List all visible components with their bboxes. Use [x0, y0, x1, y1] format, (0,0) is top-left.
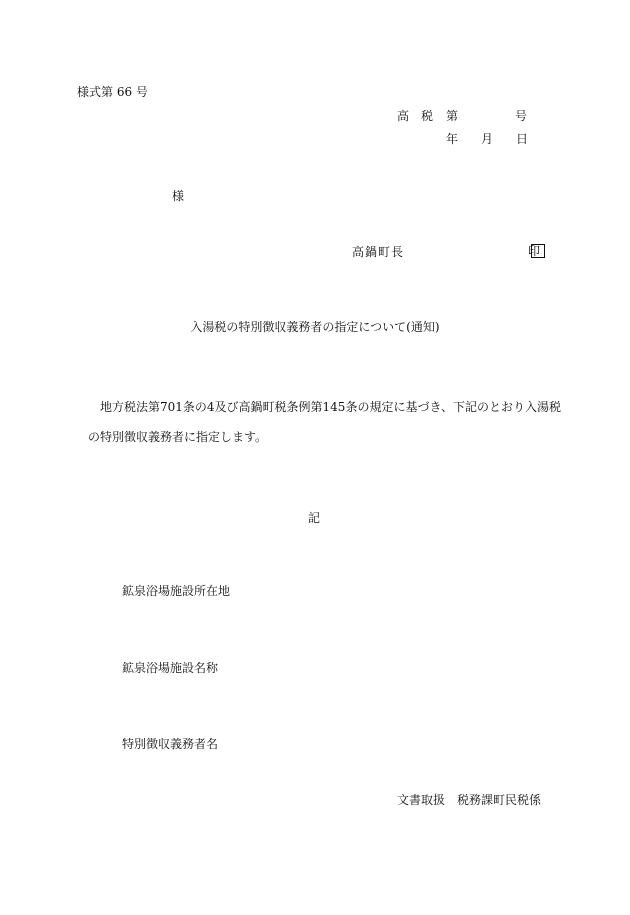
- sender-name: 高鍋町長: [352, 245, 405, 259]
- footer-handler-label: 文書取扱: [397, 793, 446, 807]
- ki-heading: 記: [308, 511, 321, 525]
- body-line-1: 地方税法第701条の4及び高鍋町税条例第145条の規定に基づき、下記のとおり入湯税: [100, 400, 561, 414]
- body-line-2: の特別徴収義務者に指定します。: [88, 430, 268, 444]
- document-title: 入湯税の特別徴収義務者の指定について(通知): [190, 320, 440, 334]
- doc-number-dai: 第: [446, 109, 459, 123]
- item-facility-name: 鉱泉浴場施設名称: [122, 661, 219, 675]
- doc-number-go: 号: [515, 109, 528, 123]
- date-month: 月: [481, 132, 494, 146]
- doc-number-tax: 税: [421, 109, 434, 123]
- date-year: 年: [446, 132, 459, 146]
- seal-mark: 印: [528, 244, 541, 258]
- doc-number-office: 高: [397, 109, 410, 123]
- form-number: 様式第 66 号: [77, 85, 148, 99]
- date-day: 日: [516, 132, 529, 146]
- footer-handler-section: 税務課町民税係: [457, 793, 542, 807]
- item-facility-location: 鉱泉浴場施設所在地: [122, 584, 231, 598]
- addressee-honorific: 様: [172, 189, 185, 203]
- footer-handler: [397, 794, 541, 806]
- item-collector-name: 特別徴収義務者名: [122, 737, 219, 751]
